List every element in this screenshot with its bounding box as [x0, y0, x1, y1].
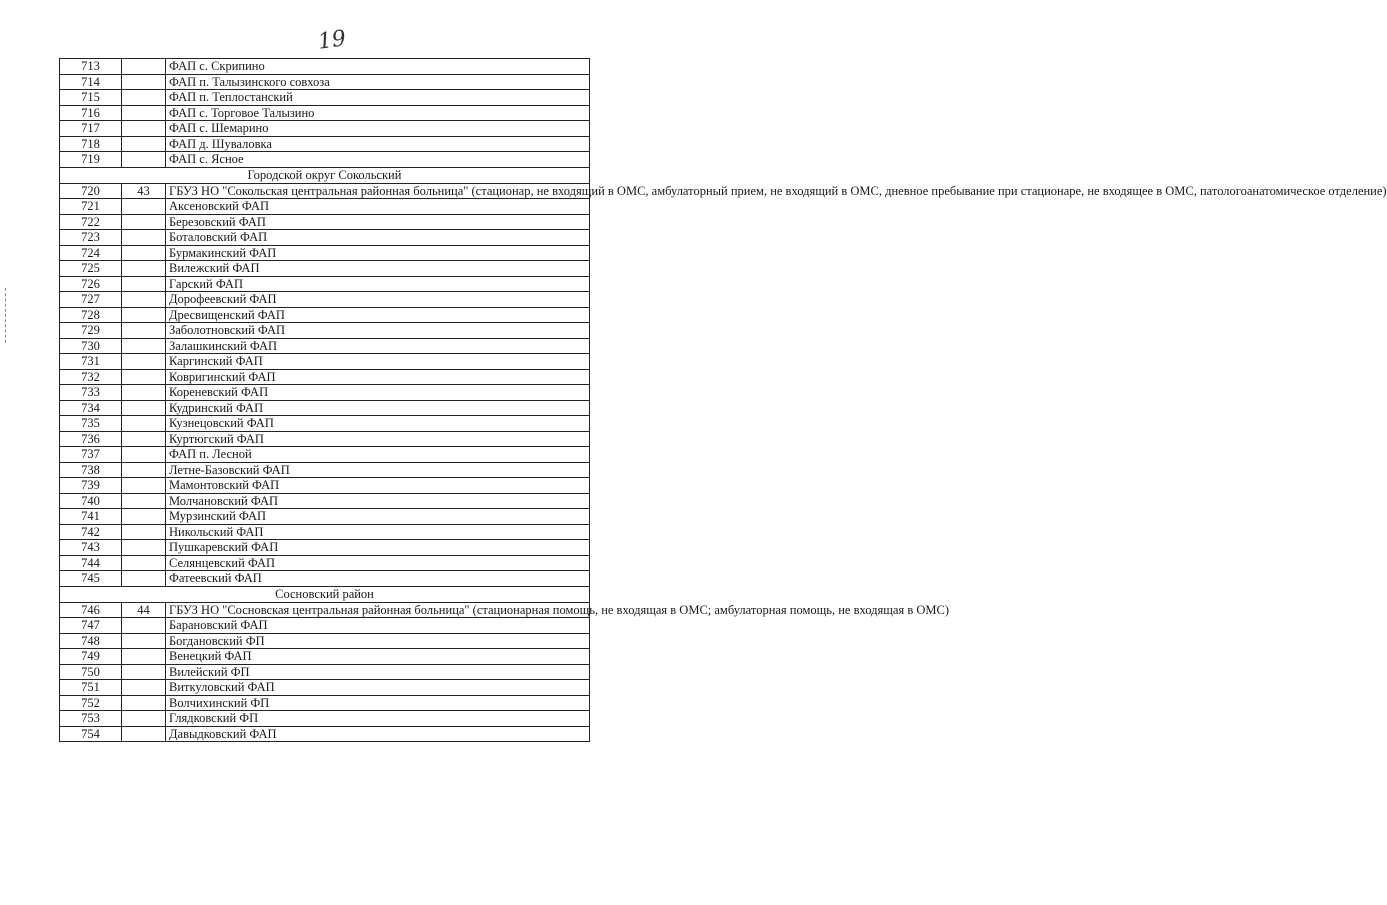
- row-number: 725: [60, 261, 122, 277]
- table-row: [60, 307, 590, 323]
- institution-code: [122, 478, 166, 494]
- row-number: 727: [60, 292, 122, 308]
- row-number: 726: [60, 276, 122, 292]
- institution-code: [122, 571, 166, 587]
- facility-name: ФАП п. Теплостанский: [166, 90, 590, 106]
- facility-name: Кузнецовский ФАП: [166, 416, 590, 432]
- table-row: [60, 199, 590, 215]
- table-row: [60, 462, 590, 478]
- institution-code: [122, 385, 166, 401]
- row-number: 730: [60, 338, 122, 354]
- row-number: 732: [60, 369, 122, 385]
- section-header-row: [60, 167, 590, 183]
- facility-name: ФАП д. Шуваловка: [166, 136, 590, 152]
- facility-name: Давыдковский ФАП: [166, 726, 590, 742]
- facility-name: ФАП п. Лесной: [166, 447, 590, 463]
- institution-code: [122, 447, 166, 463]
- table-block-a: [60, 59, 590, 168]
- section-title-sokolsky: Городской округ Сокольский: [60, 167, 590, 183]
- facility-name: Дресвищенский ФАП: [166, 307, 590, 323]
- facility-name: Ковригинский ФАП: [166, 369, 590, 385]
- row-number: 745: [60, 571, 122, 587]
- row-number: 731: [60, 354, 122, 370]
- row-number: 718: [60, 136, 122, 152]
- facility-name: Бурмакинский ФАП: [166, 245, 590, 261]
- hospital-row: [60, 602, 590, 618]
- institution-code: [122, 400, 166, 416]
- institution-code: [122, 664, 166, 680]
- table-row: [60, 540, 590, 556]
- institution-code: [122, 74, 166, 90]
- facility-name: Куртюгский ФАП: [166, 431, 590, 447]
- facility-name: Мамонтовский ФАП: [166, 478, 590, 494]
- table-row: [60, 261, 590, 277]
- row-number: 739: [60, 478, 122, 494]
- facility-name: Летне-Базовский ФАП: [166, 462, 590, 478]
- institution-code: [122, 354, 166, 370]
- row-number: 720: [60, 183, 122, 199]
- institution-code: [122, 261, 166, 277]
- institution-code: [122, 338, 166, 354]
- table-row: [60, 555, 590, 571]
- facility-name: Никольский ФАП: [166, 524, 590, 540]
- facility-name: Пушкаревский ФАП: [166, 540, 590, 556]
- facility-name: ФАП с. Ясное: [166, 152, 590, 168]
- table-row: [60, 354, 590, 370]
- table-row: [60, 121, 590, 137]
- table-row: [60, 338, 590, 354]
- facility-name: Гарский ФАП: [166, 276, 590, 292]
- row-number: 744: [60, 555, 122, 571]
- table-row: [60, 726, 590, 742]
- institution-code: [122, 462, 166, 478]
- institution-code: [122, 493, 166, 509]
- institution-code: [122, 540, 166, 556]
- facility-name: Боталовский ФАП: [166, 230, 590, 246]
- row-number: 723: [60, 230, 122, 246]
- table-row: [60, 292, 590, 308]
- row-number: 714: [60, 74, 122, 90]
- institution-code: [122, 59, 166, 75]
- facility-name: ФАП с. Шемарино: [166, 121, 590, 137]
- row-number: 748: [60, 633, 122, 649]
- institution-code: [122, 105, 166, 121]
- table-row: [60, 400, 590, 416]
- facility-name: Березовский ФАП: [166, 214, 590, 230]
- institution-code: [122, 121, 166, 137]
- facility-name: Мурзинский ФАП: [166, 509, 590, 525]
- institution-code: 43: [122, 183, 166, 199]
- institution-code: [122, 292, 166, 308]
- row-number: 754: [60, 726, 122, 742]
- facility-name: Богдановский ФП: [166, 633, 590, 649]
- row-number: 753: [60, 711, 122, 727]
- facility-name: Вилежский ФАП: [166, 261, 590, 277]
- row-number: 734: [60, 400, 122, 416]
- institution-code: [122, 695, 166, 711]
- institution-name: ГБУЗ НО "Сосновская центральная районная больница" (стационарная помощь, не входящая в ОМС; амбулаторная помощь, не входящая в ОМС): [166, 602, 590, 618]
- table-row: [60, 136, 590, 152]
- table-row: [60, 369, 590, 385]
- facility-name: Виткуловский ФАП: [166, 680, 590, 696]
- table-row: [60, 152, 590, 168]
- row-number: 738: [60, 462, 122, 478]
- row-number: 752: [60, 695, 122, 711]
- institution-code: [122, 136, 166, 152]
- table-row: [60, 416, 590, 432]
- row-number: 722: [60, 214, 122, 230]
- table-block-sokolsky-header: [60, 167, 1387, 199]
- facility-name: Заболотновский ФАП: [166, 323, 590, 339]
- institution-code: [122, 524, 166, 540]
- institution-code: [122, 509, 166, 525]
- table-row: [60, 323, 590, 339]
- facility-name: Фатеевский ФАП: [166, 571, 590, 587]
- row-number: 716: [60, 105, 122, 121]
- table-row: [60, 680, 590, 696]
- institution-code: [122, 633, 166, 649]
- institution-code: [122, 230, 166, 246]
- table-row: [60, 105, 590, 121]
- table-row: [60, 633, 590, 649]
- row-number: 728: [60, 307, 122, 323]
- institution-code: 44: [122, 602, 166, 618]
- facility-name: Залашкинский ФАП: [166, 338, 590, 354]
- page-number: 19: [316, 26, 348, 55]
- institution-name: ГБУЗ НО "Сокольская центральная районная больница" (стационар, не входящий в ОМС, амбулаторный прием, не входящий в ОМС, дневное пребывание при стационаре, не входящее в ОМС, патологоанатомическое отделение): [166, 183, 590, 199]
- row-number: 750: [60, 664, 122, 680]
- facility-name: Аксеновский ФАП: [166, 199, 590, 215]
- institution-code: [122, 726, 166, 742]
- table-row: [60, 74, 590, 90]
- table-row: [60, 478, 590, 494]
- institution-code: [122, 649, 166, 665]
- row-number: 717: [60, 121, 122, 137]
- margin-mark: [5, 288, 7, 343]
- table-row: [60, 431, 590, 447]
- table-row: [60, 664, 590, 680]
- institution-code: [122, 555, 166, 571]
- table-row: [60, 385, 590, 401]
- facility-name: Волчихинский ФП: [166, 695, 590, 711]
- table-row: [60, 571, 590, 587]
- row-number: 733: [60, 385, 122, 401]
- table-row: [60, 493, 590, 509]
- table-row: [60, 230, 590, 246]
- facility-name: Каргинский ФАП: [166, 354, 590, 370]
- row-number: 735: [60, 416, 122, 432]
- facility-name: Кореневский ФАП: [166, 385, 590, 401]
- row-number: 719: [60, 152, 122, 168]
- facility-name: Глядковский ФП: [166, 711, 590, 727]
- table-row: [60, 618, 590, 634]
- facility-name: Венецкий ФАП: [166, 649, 590, 665]
- institution-code: [122, 214, 166, 230]
- table-row: [60, 711, 590, 727]
- row-number: 715: [60, 90, 122, 106]
- facility-name: Дорофеевский ФАП: [166, 292, 590, 308]
- table-block-sosnovsky-header: [60, 586, 949, 618]
- institution-code: [122, 152, 166, 168]
- facility-name: ФАП с. Скрипино: [166, 59, 590, 75]
- facility-name: ФАП с. Торговое Талызино: [166, 105, 590, 121]
- table-row: [60, 524, 590, 540]
- row-number: 740: [60, 493, 122, 509]
- row-number: 721: [60, 199, 122, 215]
- row-number: 741: [60, 509, 122, 525]
- row-number: 736: [60, 431, 122, 447]
- row-number: 749: [60, 649, 122, 665]
- row-number: 746: [60, 602, 122, 618]
- facility-name: Барановский ФАП: [166, 618, 590, 634]
- institution-code: [122, 369, 166, 385]
- table-block-c: [60, 618, 590, 742]
- table-row: [60, 59, 590, 75]
- facility-name: Селянцевский ФАП: [166, 555, 590, 571]
- facility-name: Молчановский ФАП: [166, 493, 590, 509]
- facility-name: ФАП п. Талызинского совхоза: [166, 74, 590, 90]
- institution-code: [122, 307, 166, 323]
- row-number: 743: [60, 540, 122, 556]
- row-number: 737: [60, 447, 122, 463]
- institution-code: [122, 680, 166, 696]
- row-number: 724: [60, 245, 122, 261]
- row-number: 729: [60, 323, 122, 339]
- row-number: 747: [60, 618, 122, 634]
- facility-name: Вилейский ФП: [166, 664, 590, 680]
- institution-code: [122, 416, 166, 432]
- table-row: [60, 695, 590, 711]
- institution-code: [122, 431, 166, 447]
- table-row: [60, 214, 590, 230]
- table-row: [60, 509, 590, 525]
- row-number: 742: [60, 524, 122, 540]
- table-row: [60, 90, 590, 106]
- section-title-sosnovsky: Сосновский район: [60, 586, 590, 602]
- institution-code: [122, 199, 166, 215]
- institution-code: [122, 245, 166, 261]
- section-header-row: [60, 586, 590, 602]
- institution-code: [122, 90, 166, 106]
- hospital-row: [60, 183, 590, 199]
- institution-code: [122, 276, 166, 292]
- table-row: [60, 649, 590, 665]
- row-number: 751: [60, 680, 122, 696]
- institution-code: [122, 711, 166, 727]
- table-block-b: [60, 199, 590, 587]
- table-row: [60, 447, 590, 463]
- row-number: 713: [60, 59, 122, 75]
- institution-code: [122, 618, 166, 634]
- registry-table: [59, 58, 1387, 742]
- institution-code: [122, 323, 166, 339]
- table-row: [60, 276, 590, 292]
- table-row: [60, 245, 590, 261]
- facility-name: Кудринский ФАП: [166, 400, 590, 416]
